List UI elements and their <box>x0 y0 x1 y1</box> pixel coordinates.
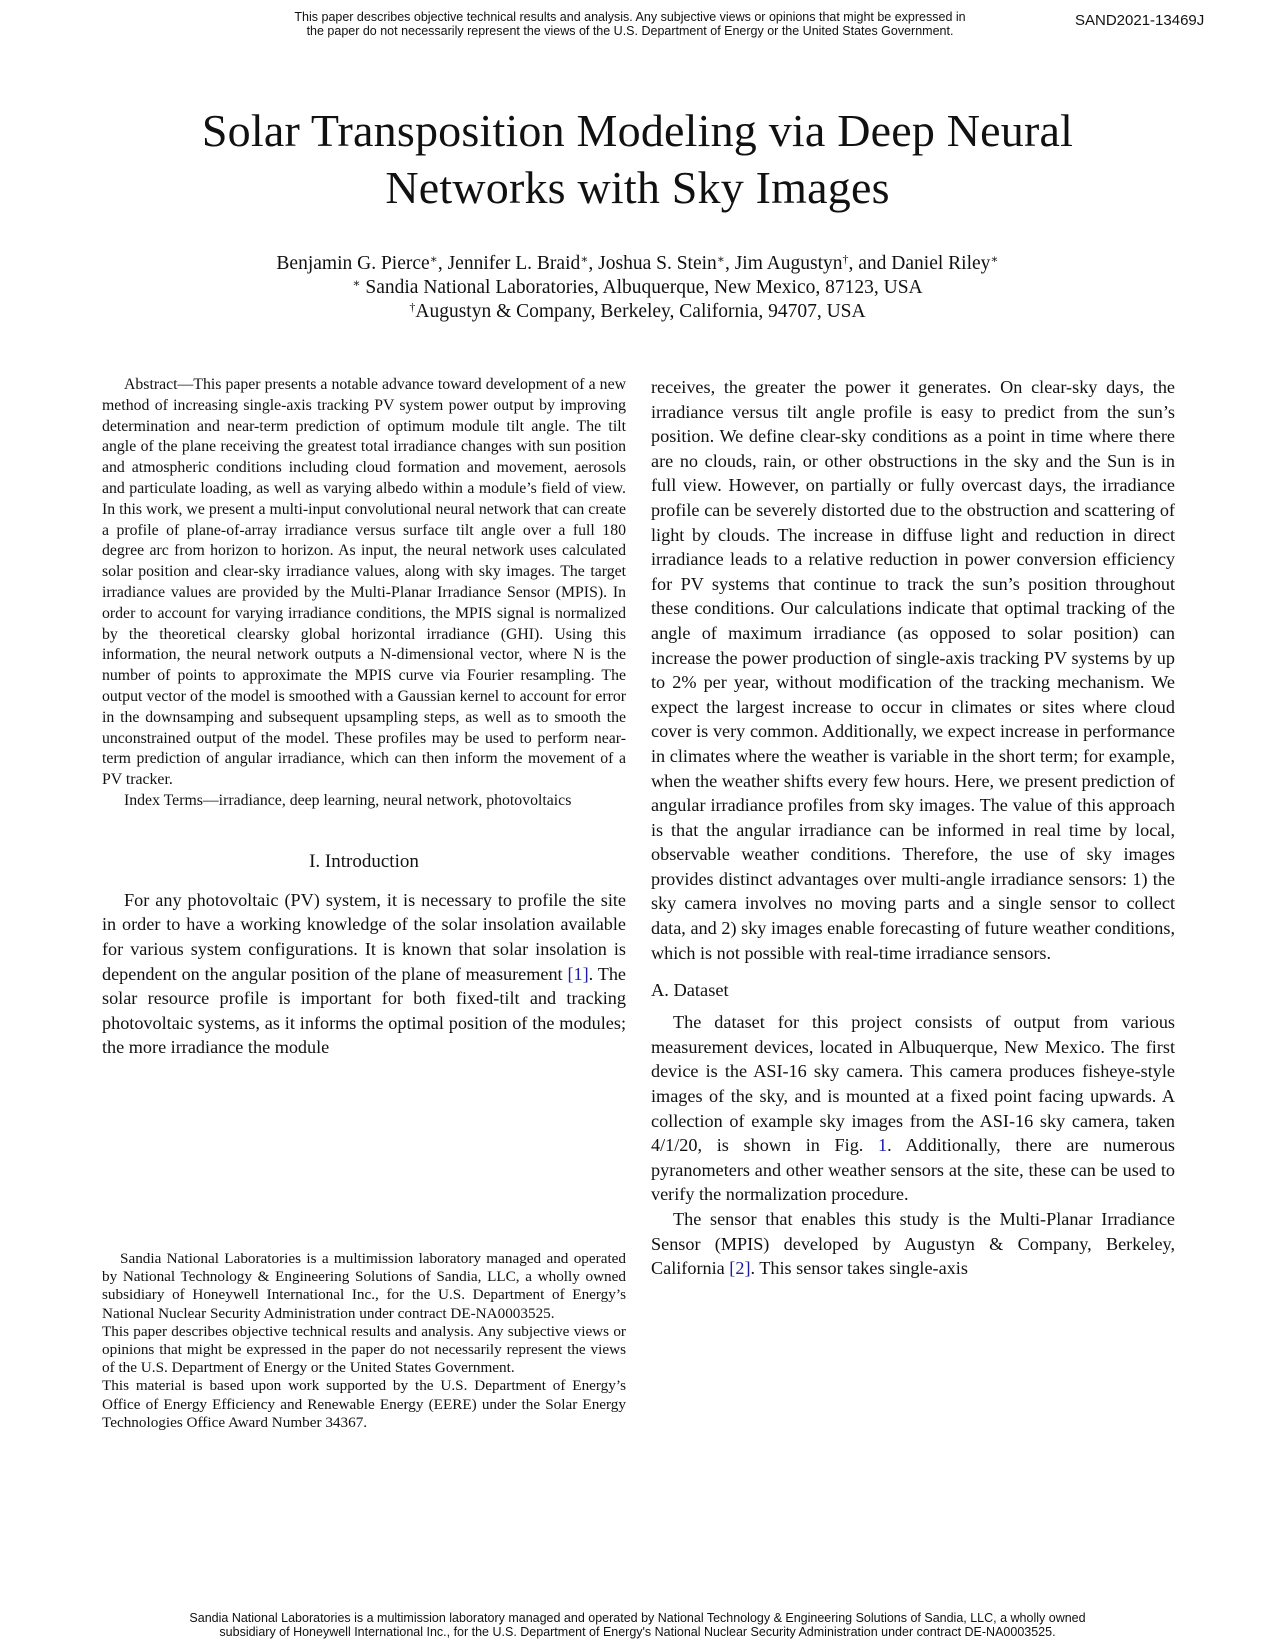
author-separator: , and <box>848 253 892 274</box>
citation-link[interactable]: [2] <box>729 1258 751 1279</box>
header-disclaimer <box>240 10 1020 38</box>
author-separator: , <box>437 253 448 274</box>
footnotes <box>102 1250 626 1432</box>
affiliation-mark: ∗ <box>352 276 361 290</box>
section-heading-introduction: I. Introduction <box>309 850 419 872</box>
page-footer-line2: subsidiary of Honeywell International Inc., for the U.S. Department of Energy's National Nuclear Security Administration under contract DE-NA0003525. <box>219 1625 1056 1639</box>
paper-title <box>100 102 1175 216</box>
paragraph-text: . Additionally, there are numerous pyranometers and other weather sensors at the site, these can be used to verify the normalization procedure. <box>651 1135 1175 1205</box>
paper-title-line2: Networks with Sky Images <box>385 162 890 213</box>
abstract: Abstract—This paper presents a notable advance toward development of a new method of increasing single-axis tracking PV system power output by improving determination and near-term prediction of optimum module tilt angle. The tilt angle of the plane receiving the greatest total irradiance changes with sun position and atmospheric conditions including cloud formation and movement, aerosols and particulate loading, as well as varying albedo within a module’s field of view. In this work, we present a multi-input convolutional neural network that can create a profile of plane-of-array irradiance versus surface tilt angle over a full 180 degree arc from horizon to horizon. As input, the neural network uses calculated solar position and clear-sky irradiance values, along with sky images. The target irradiance values are provided by the Multi-Planar Irradiance Sensor (MPIS). In order to account for varying irradiance conditions, the MPIS signal is normalized by the theoretical clearsky global horizontal irradiance (GHI). Using this information, the neural network outputs a N-dimensional vector, where N is the number of points to approximate the MPIS curve via Fourier resampling. The output vector of the model is smoothed with a Gaussian kernel to account for error in the downsamping and subsequent upsampling steps, as well as to smooth the unconstrained output of the model. These profiles may be used to perform near-term prediction of angular irradiance, which can then inform the movement of a PV tracker. <box>102 376 626 789</box>
author-block <box>100 252 1175 324</box>
author-separator: , <box>588 253 599 274</box>
introduction-paragraph-continued: receives, the greater the power it generates. On clear-sky days, the irradiance versus tilt angle profile is easy to predict from the sun’s position. We define clear-sky conditions as a point in time where there are no clouds, rain, or other obstructions in the sky and the Sun is in full view. However, on partially or fully overcast days, the irradiance profile can be severely distorted due to the obstruction and scattering of light by clouds. The increase in diffuse light and reduction in direct irradiance leads to a relative reduction in power conversion efficiency for PV systems that continue to track the sun’s position throughout these conditions. Our calculations indicate that optimal tracking of the angle of maximum irradiance (as opposed to solar position) can increase the power production of single-axis tracking PV systems by up to 2% per year, without modification of the tracking mechanism. We expect the largest increase to occur in climates or sites where cloud cover is very common. Additionally, we expect increase in performance in climates where the weather is variable in the short term; for example, when the weather shifts every few hours. Here, we present prediction of angular irradiance profiles from sky images. The value of this approach is that the angular irradiance can be informed in real time by local, observable weather conditions. Therefore, the use of sky images provides distinct advantages over multi-angle irradiance sensors: 1) the sky camera involves no moving parts and a single sensor to collect data, and 2) sky images enable forecasting of future weather conditions, which is not possible with real-time irradiance sensors. <box>651 377 1175 963</box>
header-disclaimer-line1: This paper describes objective technical results and analysis. Any subjective views or opinions that might be expressed in <box>294 10 966 24</box>
affiliation-text: Sandia National Laboratories, Albuquerque, New Mexico, 87123, USA <box>360 277 923 298</box>
author-name: Jennifer L. Braid <box>447 253 581 274</box>
affiliation-sandia <box>100 276 1175 300</box>
header-disclaimer-line2: the paper do not necessarily represent the views of the U.S. Department of Energy or the United States Government. <box>306 24 954 38</box>
dataset-paragraph-2 <box>651 1207 1175 1281</box>
affiliation-mark: † <box>842 252 849 266</box>
author-name: Joshua S. Stein <box>598 253 717 274</box>
affiliation-mark: ∗ <box>580 252 589 266</box>
index-terms: Index Terms—irradiance, deep learning, neural network, photovoltaics <box>124 791 572 809</box>
introduction-paragraph <box>102 888 626 1060</box>
figure-reference-link[interactable]: 1 <box>878 1135 888 1156</box>
paragraph-text: The sensor that enables this study is the Multi-Planar Irradiance Sensor (MPIS) developed by Augustyn & Company, Berkeley, California <box>651 1209 1175 1279</box>
affiliation-mark: † <box>409 300 416 314</box>
footnote-sandia: Sandia National Laboratories is a multimission laboratory managed and operated by National Technology & Engineering Solutions of Sandia, LLC, a wholly owned subsidiary of Honeywell International Inc., for the U.S. Department of Energy’s National Nuclear Security Administration under contract DE-NA0003525. <box>102 1250 626 1322</box>
right-column <box>651 375 1175 1281</box>
affiliation-text: Augustyn & Company, Berkeley, California, 94707, USA <box>415 301 866 322</box>
left-column <box>102 375 626 1060</box>
subsection-heading-dataset: A. Dataset <box>651 980 729 1001</box>
paragraph-text: . The solar resource profile is important for both fixed-tilt and tracking photovoltaic systems, as it informs the optimal position of the modules; the more irradiance the module <box>102 963 626 1058</box>
affiliation-mark: ∗ <box>429 252 438 266</box>
page-footer-line1: Sandia National Laboratories is a multimission laboratory managed and operated by National Technology & Engineering Solutions of Sandia, LLC, a wholly owned <box>189 1611 1086 1625</box>
affiliation-augustyn <box>100 300 1175 324</box>
affiliation-mark: ∗ <box>990 252 999 266</box>
citation-link[interactable]: [1] <box>567 963 589 984</box>
author-name: Daniel Riley <box>891 253 991 274</box>
paragraph-text: For any photovoltaic (PV) system, it is necessary to profile the site in order to have a working knowledge of the solar insolation available for various system configurations. It is known that solar insolation is dependent on the angular position of the plane of measurement <box>102 889 626 984</box>
report-id: SAND2021-13469J <box>1075 12 1205 29</box>
page-footer <box>120 1611 1155 1639</box>
paragraph-text: . This sensor takes single-axis <box>750 1258 968 1279</box>
dataset-paragraph-1 <box>651 1010 1175 1207</box>
author-separator: , <box>724 253 735 274</box>
paper-title-line1: Solar Transposition Modeling via Deep Neural <box>201 105 1074 156</box>
paragraph-text: The dataset for this project consists of output from various measurement devices, located in Albuquerque, New Mexico. The first device is the ASI-16 sky camera. This camera produces fisheye-style images of the sky, and is mounted at a fixed point facing upwards. A collection of example sky images from the ASI-16 sky camera, taken 4/1/20, is shown in Fig. <box>651 1012 1175 1156</box>
author-list <box>100 252 1175 276</box>
footnote-disclaimer: This paper describes objective technical results and analysis. Any subjective views or opinions that might be expressed in the paper do not necessarily represent the views of the U.S. Department of Energy or the United States Government. <box>102 1322 626 1377</box>
author-name: Benjamin G. Pierce <box>276 253 430 274</box>
author-name: Jim Augustyn <box>734 253 843 274</box>
footnote-funding: This material is based upon work supported by the U.S. Department of Energy’s Office of Energy Efficiency and Renewable Energy (EERE) under the Solar Energy Technologies Office Award Number 34367. <box>102 1377 626 1431</box>
affiliation-mark: ∗ <box>716 252 725 266</box>
